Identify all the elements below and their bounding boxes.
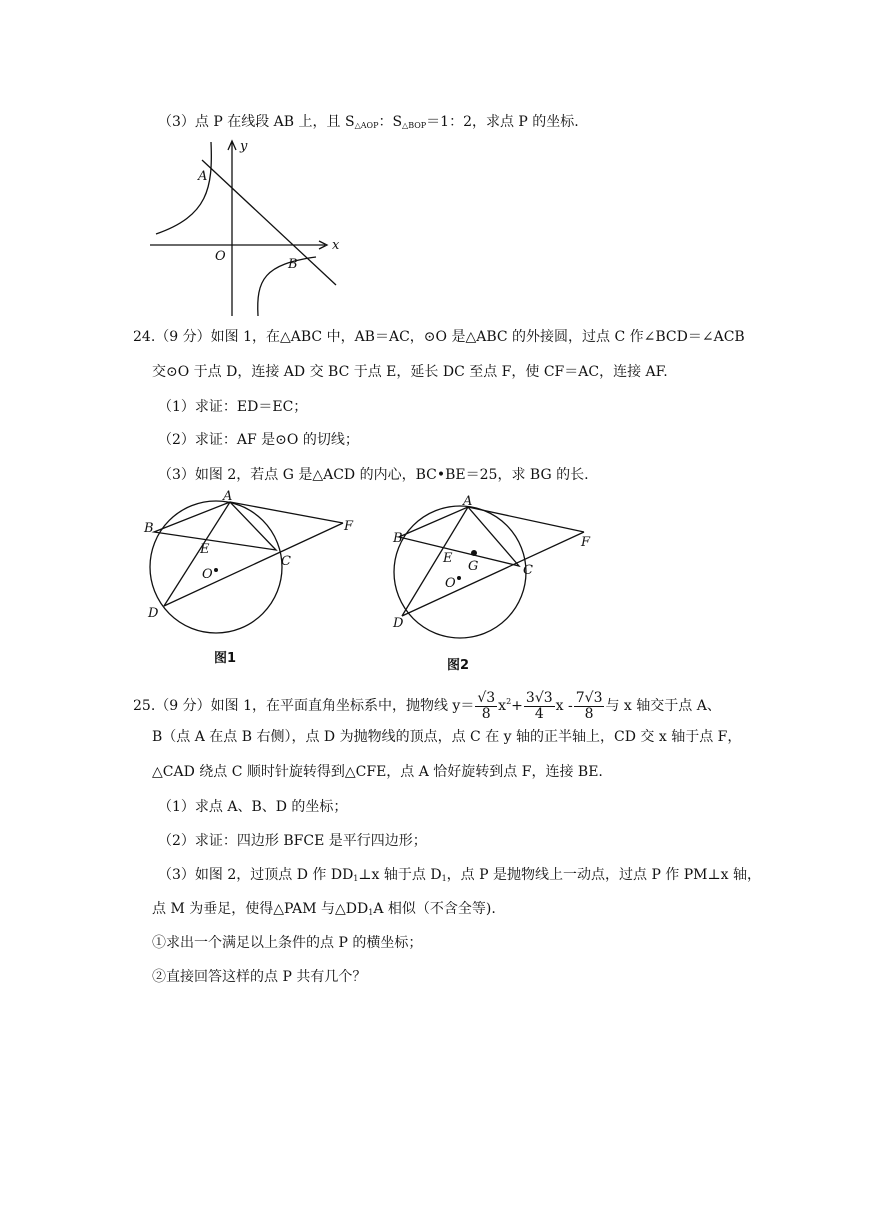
label-o: O — [202, 567, 213, 582]
label-b: B — [393, 531, 403, 546]
q25-item2: ②直接回答这样的点 P 共有几个？ — [152, 969, 367, 985]
q24-figure-2 — [385, 486, 605, 676]
q25-line1: 25.（9 分）如图 1，在平面直角坐标系中，抛物线 y＝ $\frac{√3}{8}$ $x^2+$ $\frac{3√3}{4}$ x - $\frac{7√3}{8}$ 与 x 轴交于点 A、 — [133, 689, 721, 722]
q23-coordinate-figure — [140, 138, 350, 320]
fraction-3: $\frac{7√3}{8}$ — [575, 689, 603, 722]
q25-line3: △CAD 绕点 C 顺时针旋转得到△CFE，点 A 恰好旋转到点 F，连接 BE. — [152, 764, 603, 780]
q25-part2: （2）求证：四边形 BFCE 是平行四边形； — [158, 833, 427, 849]
label-g: G — [468, 559, 479, 574]
label-o: O — [215, 249, 226, 264]
q25-line2: B（点 A 在点 B 右侧），点 D 为抛物线的顶点，点 C 在 y 轴的正半轴上，CD 交 x 轴于点 F， — [152, 729, 742, 745]
fraction-2: $\frac{3√3}{4}$ — [525, 689, 553, 722]
center-dot — [457, 576, 461, 580]
circle-o — [394, 506, 526, 638]
label-e: E — [443, 551, 453, 566]
center-dot — [214, 568, 218, 572]
label-c: C — [523, 563, 533, 578]
label-c: C — [281, 554, 291, 569]
q25-part1: （1）求点 A、B、D 的坐标； — [158, 799, 348, 815]
label-b: B — [288, 257, 298, 272]
label-f: F — [344, 519, 354, 534]
q24-line1: 24.（9 分）如图 1，在△ABC 中，AB＝AC，⊙O 是△ABC 的外接圆，过点 C 作∠BCD＝∠ACB — [133, 329, 745, 345]
label-a: A — [223, 489, 233, 504]
triangle-abc — [399, 507, 519, 566]
q24-part2: （2）求证：AF 是⊙O 的切线； — [158, 432, 359, 448]
q25-item1: ①求出一个满足以上条件的点 P 的横坐标； — [152, 935, 423, 951]
q24-figure-1 — [140, 486, 370, 671]
label-e: E — [200, 542, 210, 557]
hyperbola-branch-right — [258, 257, 316, 316]
q24-part3: （3）如图 2，若点 G 是△ACD 的内心，BC•BE＝25，求 BG 的长. — [158, 467, 589, 483]
label-f: F — [581, 535, 591, 550]
label-d: D — [393, 616, 404, 631]
incenter-g-dot — [471, 550, 477, 556]
figure-caption: 图1 — [214, 651, 237, 666]
segment-ad — [402, 507, 468, 616]
label-o: O — [445, 576, 456, 591]
hyperbola-branch-left — [156, 142, 211, 234]
circle-o — [150, 501, 282, 633]
q24-part1: （1）求证：ED＝EC； — [158, 399, 308, 415]
q25-part3-line1: （3）如图 2，过顶点 D 作 $DD_1\perp x$ 轴于点 $D_1$，点 P 是抛物线上一动点，过点 P 作 PM⊥x 轴， — [158, 867, 762, 883]
q25-part3-line2: 点 M 为垂足，使得△PAM 与$\triangle DD_1A$ 相似（不含全等). — [152, 901, 496, 917]
fraction-1: $\frac{√3}{8}$ — [477, 689, 496, 722]
q23-part3: （3）点 P 在线段 AB 上，且 $S_{\triangle AOP}$：$S_{\triangle BOP}=1$：2，求点 P 的坐标. — [158, 114, 579, 130]
segment-af — [468, 507, 584, 532]
label-a: A — [463, 494, 473, 509]
label-y: y — [240, 139, 248, 154]
q24-line2: 交⊙O 于点 D，连接 AD 交 BC 于点 E，延长 DC 至点 F，使 CF＝AC，连接 AF. — [152, 364, 668, 380]
label-b: B — [144, 521, 154, 536]
figure-caption: 图2 — [447, 658, 470, 673]
label-d: D — [148, 606, 159, 621]
line-ab — [202, 160, 336, 285]
label-x: x — [332, 238, 340, 253]
label-a: A — [198, 169, 208, 184]
